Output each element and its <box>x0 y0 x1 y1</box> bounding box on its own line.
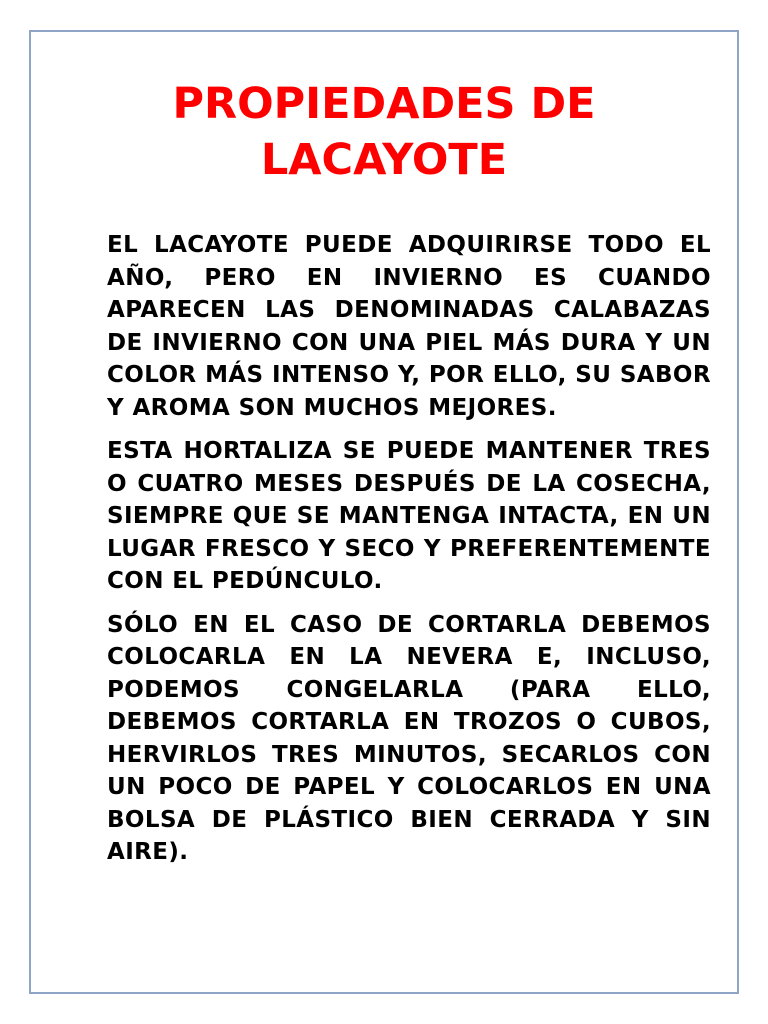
title-line-1: PROPIEDADES DE <box>172 79 596 129</box>
paragraph-availability: EL LACAYOTE PUEDE ADQUIRIRSE TODO EL AÑO, PERO EN INVIERNO ES CUANDO APARECEN LAS DENOMINADAS CALABAZAS DE INVIERNO CON UNA PIEL MÁS DURA Y UN COLOR MÁS INTENSO Y, POR ELLO, SU SABOR Y AROMA SON MUCHOS MEJORES. <box>107 232 711 421</box>
paragraph-storage: ESTA HORTALIZA SE PUEDE MANTENER TRES O CUATRO MESES DESPUÉS DE LA COSECHA, SIEMPRE QUE SE MANTENGA INTACTA, EN UN LUGAR FRESCO Y SECO Y PREFERENTEMENTE CON EL PEDÚNCULO. <box>107 438 711 594</box>
document-body <box>107 229 711 880</box>
paragraph-freezing: SÓLO EN EL CASO DE CORTARLA DEBEMOS COLOCARLA EN LA NEVERA E, INCLUSO, PODEMOS CONGELARLA (PARA ELLO, DEBEMOS CORTARLA EN TROZOS O CUBOS, HERVIRLOS TRES MINUTOS, SECARLOS CON UN POCO DE PAPEL Y COLOCARLOS EN UNA BOLSA DE PLÁSTICO BIEN CERRADA Y SIN AIRE). <box>107 611 711 865</box>
page-title <box>29 76 739 188</box>
title-line-2: LACAYOTE <box>260 135 508 185</box>
